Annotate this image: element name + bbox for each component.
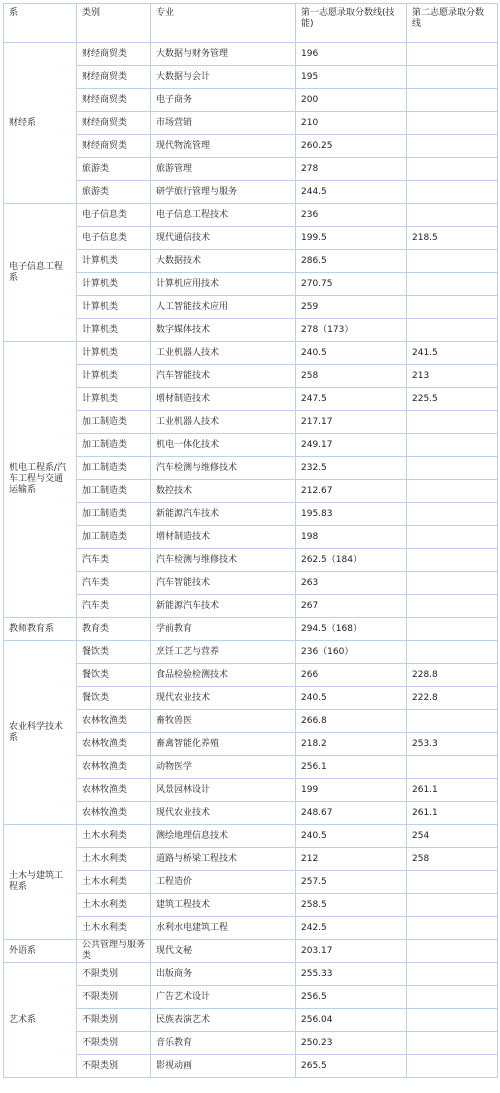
dept-cell: 艺术系 [4,963,77,1078]
category-cell: 餐饮类 [77,664,151,687]
second-choice-score-cell [407,434,498,457]
second-choice-score-cell [407,963,498,986]
major-cell: 现代农业技术 [151,687,296,710]
category-cell: 汽车类 [77,549,151,572]
first-choice-score-cell: 210 [296,112,407,135]
table-row [4,112,498,135]
admission-score-table-container [3,3,497,1090]
first-choice-score-cell: 195 [296,66,407,89]
major-cell: 市场营销 [151,112,296,135]
first-choice-score-cell: 240.5 [296,825,407,848]
first-choice-score-cell: 199.5 [296,227,407,250]
table-row [4,687,498,710]
first-choice-score-cell: 247.5 [296,388,407,411]
table-body [4,43,498,1078]
major-cell: 大数据与会计 [151,66,296,89]
table-row [4,779,498,802]
major-cell: 大数据与财务管理 [151,43,296,66]
major-cell: 食品检验检测技术 [151,664,296,687]
dept-cell: 财经系 [4,43,77,204]
major-cell: 音乐教育 [151,1032,296,1055]
category-cell: 财经商贸类 [77,43,151,66]
first-choice-score-cell: 198 [296,526,407,549]
first-choice-score-cell: 278 [296,158,407,181]
category-cell: 土木水利类 [77,894,151,917]
first-choice-score-cell: 266 [296,664,407,687]
header-first-choice-score: 第一志愿录取分数线(技能) [296,4,407,43]
second-choice-score-cell: 222.8 [407,687,498,710]
first-choice-score-cell: 218.2 [296,733,407,756]
major-cell: 工业机器人技术 [151,342,296,365]
major-cell: 影视动画 [151,1055,296,1078]
major-cell: 新能源汽车技术 [151,595,296,618]
table-row [4,549,498,572]
category-cell: 农林牧渔类 [77,710,151,733]
header-second-choice-score: 第二志愿录取分数线 [407,4,498,43]
category-cell: 加工制造类 [77,480,151,503]
table-row [4,825,498,848]
second-choice-score-cell [407,641,498,664]
second-choice-score-cell [407,503,498,526]
first-choice-score-cell: 196 [296,43,407,66]
first-choice-score-cell: 236 [296,204,407,227]
first-choice-score-cell: 263 [296,572,407,595]
table-row [4,572,498,595]
first-choice-score-cell: 236（160） [296,641,407,664]
first-choice-score-cell: 278（173） [296,319,407,342]
table-row [4,756,498,779]
category-cell: 加工制造类 [77,503,151,526]
category-cell: 土木水利类 [77,848,151,871]
major-cell: 畜牧兽医 [151,710,296,733]
table-row [4,641,498,664]
first-choice-score-cell: 256.5 [296,986,407,1009]
second-choice-score-cell [407,1032,498,1055]
first-choice-score-cell: 217.17 [296,411,407,434]
category-cell: 不限类别 [77,986,151,1009]
category-cell: 餐饮类 [77,687,151,710]
major-cell: 汽车智能技术 [151,365,296,388]
second-choice-score-cell: 254 [407,825,498,848]
dept-cell: 教师教育系 [4,618,77,641]
second-choice-score-cell [407,940,498,963]
table-row [4,710,498,733]
major-cell: 汽车智能技术 [151,572,296,595]
major-cell: 增材制造技术 [151,388,296,411]
first-choice-score-cell: 260.25 [296,135,407,158]
category-cell: 土木水利类 [77,871,151,894]
major-cell: 人工智能技术应用 [151,296,296,319]
first-choice-score-cell: 244.5 [296,181,407,204]
category-cell: 土木水利类 [77,917,151,940]
table-row [4,986,498,1009]
category-cell: 汽车类 [77,595,151,618]
major-cell: 机电一体化技术 [151,434,296,457]
table-row [4,1055,498,1078]
first-choice-score-cell: 203.17 [296,940,407,963]
second-choice-score-cell [407,296,498,319]
table-row [4,894,498,917]
first-choice-score-cell: 266.8 [296,710,407,733]
table-row [4,43,498,66]
major-cell: 现代物流管理 [151,135,296,158]
table-row [4,365,498,388]
table-row [4,1009,498,1032]
major-cell: 建筑工程技术 [151,894,296,917]
table-row [4,227,498,250]
major-cell: 出版商务 [151,963,296,986]
dept-cell: 土木与建筑工程系 [4,825,77,940]
first-choice-score-cell: 212 [296,848,407,871]
second-choice-score-cell [407,112,498,135]
major-cell: 增材制造技术 [151,526,296,549]
table-row [4,733,498,756]
major-cell: 风景园林设计 [151,779,296,802]
second-choice-score-cell [407,204,498,227]
first-choice-score-cell: 242.5 [296,917,407,940]
category-cell: 计算机类 [77,273,151,296]
second-choice-score-cell [407,135,498,158]
second-choice-score-cell [407,549,498,572]
category-cell: 汽车类 [77,572,151,595]
category-cell: 旅游类 [77,181,151,204]
category-cell: 加工制造类 [77,457,151,480]
table-row [4,457,498,480]
table-row [4,917,498,940]
second-choice-score-cell: 228.8 [407,664,498,687]
table-row [4,595,498,618]
table-row [4,526,498,549]
major-cell: 大数据技术 [151,250,296,273]
second-choice-score-cell [407,756,498,779]
second-choice-score-cell [407,66,498,89]
table-row [4,89,498,112]
first-choice-score-cell: 256.1 [296,756,407,779]
second-choice-score-cell [407,595,498,618]
major-cell: 电子商务 [151,89,296,112]
category-cell: 加工制造类 [77,434,151,457]
major-cell: 现代通信技术 [151,227,296,250]
category-cell: 农林牧渔类 [77,733,151,756]
major-cell: 计算机应用技术 [151,273,296,296]
second-choice-score-cell [407,917,498,940]
table-row [4,940,498,963]
second-choice-score-cell: 258 [407,848,498,871]
dept-cell: 电子信息工程系 [4,204,77,342]
table-row [4,480,498,503]
table-header-row [4,4,498,43]
second-choice-score-cell: 261.1 [407,779,498,802]
second-choice-score-cell: 225.5 [407,388,498,411]
major-cell: 水利水电建筑工程 [151,917,296,940]
category-cell: 不限类别 [77,1032,151,1055]
second-choice-score-cell [407,273,498,296]
category-cell: 计算机类 [77,365,151,388]
category-cell: 公共管理与服务类 [77,940,151,963]
first-choice-score-cell: 195.83 [296,503,407,526]
major-cell: 旅游管理 [151,158,296,181]
category-cell: 教育类 [77,618,151,641]
first-choice-score-cell: 258.5 [296,894,407,917]
second-choice-score-cell: 218.5 [407,227,498,250]
category-cell: 财经商贸类 [77,112,151,135]
category-cell: 计算机类 [77,296,151,319]
second-choice-score-cell [407,319,498,342]
major-cell: 数字媒体技术 [151,319,296,342]
table-row [4,871,498,894]
major-cell: 汽车检测与维修技术 [151,457,296,480]
dept-cell: 机电工程系/汽车工程与交通运输系 [4,342,77,618]
table-row [4,411,498,434]
table-row [4,503,498,526]
category-cell: 餐饮类 [77,641,151,664]
first-choice-score-cell: 240.5 [296,342,407,365]
category-cell: 计算机类 [77,319,151,342]
first-choice-score-cell: 212.67 [296,480,407,503]
second-choice-score-cell [407,43,498,66]
second-choice-score-cell [407,89,498,112]
table-row [4,848,498,871]
second-choice-score-cell [407,158,498,181]
dept-cell: 农业科学技术系 [4,641,77,825]
first-choice-score-cell: 270.75 [296,273,407,296]
header-dept: 系 [4,4,77,43]
major-cell: 学前教育 [151,618,296,641]
category-cell: 财经商贸类 [77,89,151,112]
major-cell: 测绘地理信息技术 [151,825,296,848]
first-choice-score-cell: 267 [296,595,407,618]
major-cell: 动物医学 [151,756,296,779]
second-choice-score-cell [407,411,498,434]
second-choice-score-cell [407,526,498,549]
table-row [4,181,498,204]
table-row [4,319,498,342]
major-cell: 广告艺术设计 [151,986,296,1009]
major-cell: 新能源汽车技术 [151,503,296,526]
first-choice-score-cell: 200 [296,89,407,112]
category-cell: 农林牧渔类 [77,802,151,825]
table-row [4,66,498,89]
first-choice-score-cell: 256.04 [296,1009,407,1032]
table-row [4,273,498,296]
table-row [4,802,498,825]
major-cell: 烹饪工艺与营养 [151,641,296,664]
category-cell: 计算机类 [77,342,151,365]
major-cell: 工业机器人技术 [151,411,296,434]
second-choice-score-cell [407,480,498,503]
second-choice-score-cell: 253.3 [407,733,498,756]
category-cell: 不限类别 [77,1009,151,1032]
major-cell: 畜禽智能化养殖 [151,733,296,756]
category-cell: 农林牧渔类 [77,779,151,802]
category-cell: 旅游类 [77,158,151,181]
major-cell: 电子信息工程技术 [151,204,296,227]
first-choice-score-cell: 259 [296,296,407,319]
category-cell: 不限类别 [77,1055,151,1078]
category-cell: 计算机类 [77,250,151,273]
table-row [4,664,498,687]
first-choice-score-cell: 258 [296,365,407,388]
category-cell: 电子信息类 [77,204,151,227]
table-row [4,250,498,273]
table-row [4,204,498,227]
major-cell: 民族表演艺术 [151,1009,296,1032]
category-cell: 计算机类 [77,388,151,411]
table-row [4,1032,498,1055]
category-cell: 加工制造类 [77,526,151,549]
table-row [4,296,498,319]
second-choice-score-cell: 241.5 [407,342,498,365]
second-choice-score-cell [407,457,498,480]
table-row [4,618,498,641]
header-major: 专业 [151,4,296,43]
first-choice-score-cell: 257.5 [296,871,407,894]
major-cell: 工程造价 [151,871,296,894]
first-choice-score-cell: 262.5（184） [296,549,407,572]
category-cell: 电子信息类 [77,227,151,250]
second-choice-score-cell [407,572,498,595]
second-choice-score-cell [407,986,498,1009]
first-choice-score-cell: 294.5（168） [296,618,407,641]
table-row [4,135,498,158]
table-row [4,158,498,181]
table-row [4,388,498,411]
second-choice-score-cell [407,181,498,204]
first-choice-score-cell: 265.5 [296,1055,407,1078]
second-choice-score-cell: 261.1 [407,802,498,825]
dept-cell: 外语系 [4,940,77,963]
major-cell: 道路与桥梁工程技术 [151,848,296,871]
table-row [4,963,498,986]
first-choice-score-cell: 249.17 [296,434,407,457]
first-choice-score-cell: 199 [296,779,407,802]
second-choice-score-cell [407,710,498,733]
major-cell: 汽车检测与维修技术 [151,549,296,572]
admission-score-table [3,3,498,1078]
first-choice-score-cell: 286.5 [296,250,407,273]
major-cell: 现代农业技术 [151,802,296,825]
category-cell: 不限类别 [77,963,151,986]
second-choice-score-cell [407,618,498,641]
second-choice-score-cell [407,871,498,894]
first-choice-score-cell: 240.5 [296,687,407,710]
header-category: 类别 [77,4,151,43]
first-choice-score-cell: 250.23 [296,1032,407,1055]
second-choice-score-cell [407,250,498,273]
first-choice-score-cell: 255.33 [296,963,407,986]
second-choice-score-cell [407,1009,498,1032]
second-choice-score-cell: 213 [407,365,498,388]
category-cell: 农林牧渔类 [77,756,151,779]
category-cell: 加工制造类 [77,411,151,434]
table-row [4,342,498,365]
second-choice-score-cell [407,894,498,917]
major-cell: 现代文秘 [151,940,296,963]
major-cell: 研学旅行管理与服务 [151,181,296,204]
first-choice-score-cell: 248.67 [296,802,407,825]
category-cell: 财经商贸类 [77,135,151,158]
table-row [4,434,498,457]
first-choice-score-cell: 232.5 [296,457,407,480]
category-cell: 财经商贸类 [77,66,151,89]
category-cell: 土木水利类 [77,825,151,848]
second-choice-score-cell [407,1055,498,1078]
major-cell: 数控技术 [151,480,296,503]
